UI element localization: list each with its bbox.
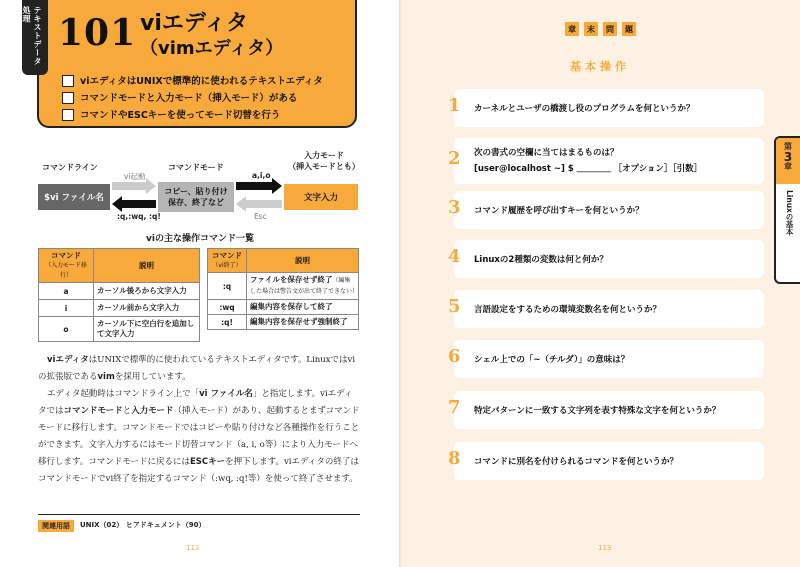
table-cell-desc: カーソル下に空白行を追加して文字入力 [94,317,200,342]
diagram-label-cmdline: コマンドライン [42,163,98,172]
inputmode-sublabel: （挿入モードとも） [288,162,360,171]
table-title: viの主な操作コマンド一覧 [146,234,254,244]
table-row [208,300,359,315]
key-point-text: コマンドモードと入力モード（挿入モード）がある [80,93,298,104]
question-text: シェル上での「~（チルダ）」の意味は？ [474,355,630,365]
chapter-tab-number: 3 [783,150,793,164]
chapter-heading-char: 題 [622,22,636,36]
question-text-format: [user@localhost ~] $ ＿＿＿＿ ［オプション］［引数］ [474,164,703,174]
table-header-cmd [208,249,247,273]
table-header-row [208,249,359,273]
desc-text: ファイルを保存せず終了 [250,275,333,284]
table-row [208,273,359,300]
question-number: 4 [448,246,461,267]
page-number-right: 113 [598,544,612,552]
arrow-to-input [236,178,282,194]
question-card [448,240,764,278]
diagram-arrows [0,0,400,240]
table-cell-desc: 編集内容を保存せず強制終了 [247,315,359,330]
text: を採用しています。 [114,372,191,382]
section-subtitle: （vimエディタ） [140,38,284,59]
bold-term: コマンドモード [63,406,123,416]
text: を押下します。viエディタの終了はコマンドモードでvi終了を指定するコマンド（:wq, :q!等）を使って終了させます。 [38,457,359,484]
table-row [208,315,359,330]
question-text: カーネルとユーザの橋渡し役のプログラムを何というか？ [474,104,695,114]
table-header-desc: 説明 [247,249,359,273]
header-text: コマンド [51,251,81,260]
book-spine [399,0,402,567]
question-card [448,391,764,429]
table-cell-desc: カーソル後ろから文字入力 [94,283,200,300]
question-text: 次の書式の空欄に当てはまるものは？ [474,148,619,158]
table-cell-cmd: :q! [208,315,247,330]
chapter-tab-name: Linuxの基本 [785,190,794,236]
table-row [39,283,200,300]
command-table-input [38,248,200,342]
question-text: コマンドに別名を付けられるコマンドを何というか？ [474,457,679,467]
paragraph [38,352,360,386]
header-subtext: （入力モード移行） [45,262,87,279]
command-table-exit [207,248,359,330]
diagram-box-vi: $vi ファイル名 [38,184,110,210]
arrow-start-label: vi起動 [124,172,146,181]
arrow-exit-label: :q,:wq, :q! [117,212,161,221]
body-text [38,352,360,488]
table-cell-cmd: :q [208,273,247,300]
table-cell-desc [247,273,359,300]
arrow-exit [112,196,156,212]
question-card [448,290,764,328]
table-row [39,300,200,317]
paragraph [38,386,360,488]
arrow-esc [236,196,282,212]
table-cell-cmd: a [39,283,94,300]
arrow-input-label: a,i,o [252,171,271,180]
header-text: コマンド [212,251,242,260]
related-terms: UNIX（02） ヒアドキュメント（90） [80,521,206,529]
table-header-desc: 説明 [94,249,200,283]
question-number: 5 [448,296,461,317]
question-card [448,442,764,480]
cmd-box-line: コピー、貼り付け [164,187,228,196]
side-tab-label: テキストデータ処理 [22,6,42,66]
bold-term: viエディタ [47,355,89,365]
key-point-text: コマンドやESCキーを使ってモード切替を行う [80,110,281,121]
table-cell-desc: カーソル前から文字入力 [94,300,200,317]
bold-term: ESCキー [189,457,226,467]
question-text: 言語設定をするための環境変数名を何というか？ [474,305,662,315]
question-card [448,138,764,184]
question-number: 2 [448,148,461,169]
divider [38,514,360,515]
section-number: 101 [58,12,137,54]
question-number: 6 [448,346,461,367]
question-text: コマンド履歴を呼び出すキーを何というか？ [474,206,644,216]
table-cell-cmd: i [39,300,94,317]
related-terms-tag: 関連用語 [38,520,74,532]
question-text: 特定パターンに一致する文字列を表す特殊な文字を何というか？ [474,406,721,416]
diagram-label-cmdmode: コマンドモード [168,163,224,172]
chapter-heading-char: 末 [584,22,598,36]
chapter-heading-char: 問 [603,22,617,36]
text: （挿入モード）があり、起動するとまずコマンドモードに移行します。コマンドモードではコピーや貼り付けなど各種操作を行うことができます。文字入力するにはモード切替コマンド（a, i, o等）により入力モードへ移行します。コマンドモードに戻るには [38,406,360,467]
key-point-text: viエディタはUNIXで標準的に使われるテキストエディタ [80,76,323,87]
table-cell-cmd: o [39,317,94,342]
question-number: 7 [448,397,461,418]
diagram-box-input: 文字入力 [284,184,358,210]
quiz-subtitle: 基本操作 [570,60,630,73]
cmd-box-line: 保存、終了など [167,198,224,207]
table-header-cmd [39,249,94,283]
text: 」と指定します。viエディタでは [38,389,353,416]
right-page [400,0,800,567]
page-number-left: 112 [186,544,200,552]
chapter-tab-label [780,142,796,172]
chapter-heading-char: 章 [565,22,579,36]
arrow-esc-label: Esc [254,212,267,221]
table-header-row [39,249,200,283]
desc-note: （編集した場合は警告文が出て終了できない） [250,277,359,295]
question-number: 1 [448,95,461,116]
text: と [122,406,132,416]
bold-term: vi ファイル名 [199,389,253,399]
text: はUNIXで標準的に使われているテキストエディタです。Linuxではviの拡張版である [38,355,356,382]
table-row [39,317,200,342]
question-number: 3 [448,197,461,218]
question-text: Linuxの2種類の変数は何と何か？ [474,255,608,265]
question-card [448,340,764,378]
chapter-tab-char: 第 [784,142,792,151]
question-card [448,89,764,127]
table-cell-cmd: :wq [208,300,247,315]
header-subtext: （vi終了） [212,262,242,269]
inputmode-label: 入力モード [304,151,344,160]
chapter-tab-char: 章 [784,162,792,171]
text: エディタ起動時はコマンドライン上で「 [47,389,200,399]
bold-term: vim [97,372,115,382]
question-number: 8 [448,448,461,469]
bold-term: 入力モード [131,406,174,416]
table-cell-desc: 編集内容を保存して終了 [247,300,359,315]
question-card [448,191,764,229]
section-title: viエディタ [140,11,249,36]
